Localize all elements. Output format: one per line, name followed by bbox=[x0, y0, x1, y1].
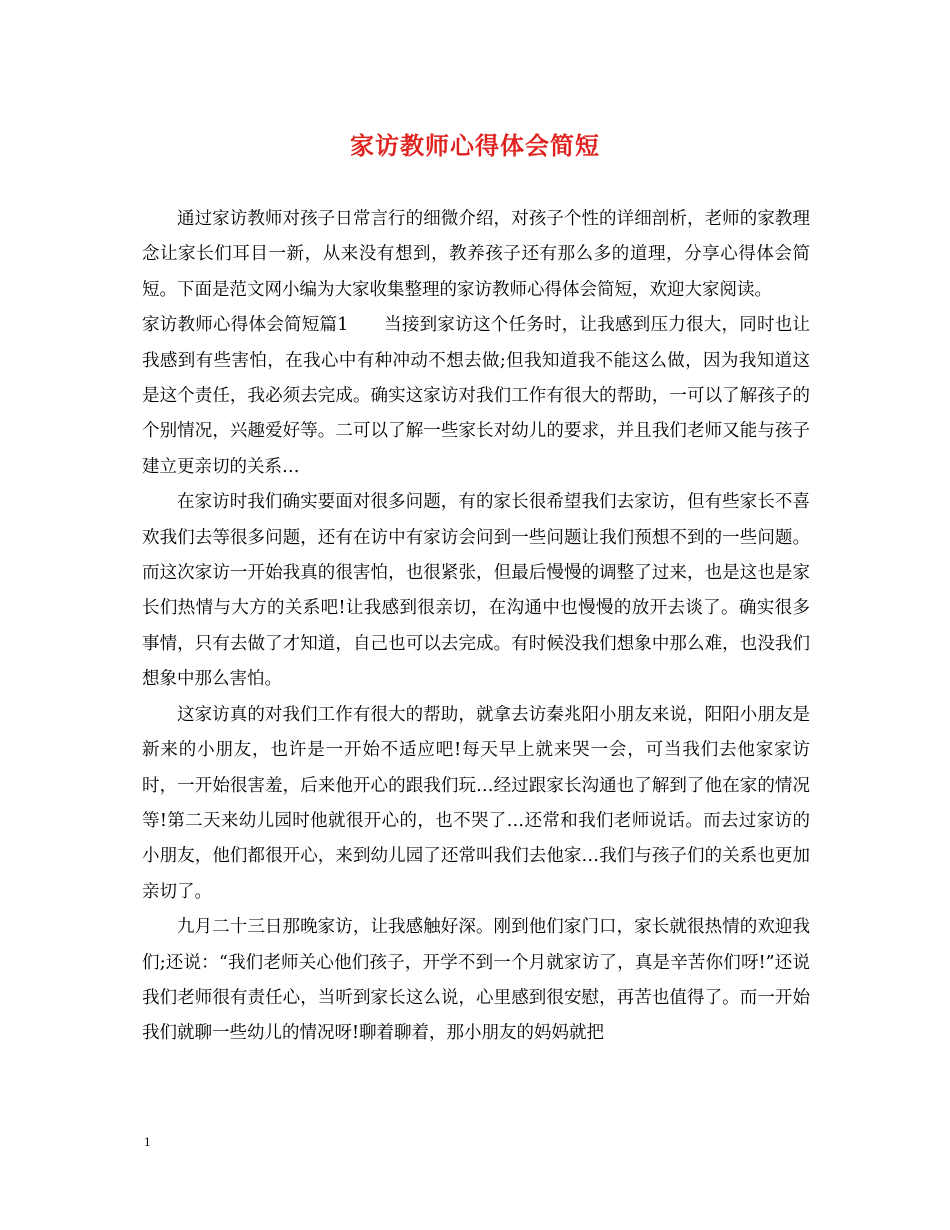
paragraph-section-1: 家访教师心得体会简短篇1 当接到家访这个任务时，让我感到压力很大，同时也让我感到有些害怕，在我心中有种冲动不想去做;但我知道我不能这么做，因为我知道这是这个责任，我必须去完成。确实这家访对我们工作有很大的帮助，一可以了解孩子的个别情况，兴趣爱好等。二可以了解一些家长对幼儿的要求，并且我们老师又能与孩子建立更亲切的关系… bbox=[142, 315, 810, 477]
document-body bbox=[142, 202, 810, 1052]
paragraph-home-visit-help: 这家访真的对我们工作有很大的帮助，就拿去访秦兆阳小朋友来说，阳阳小朋友是新来的小朋友，也许是一开始不适应吧!每天早上就来哭一会，可当我们去他家家访时，一开始很害羞，后来他开心的跟我们玩…经过跟家长沟通也了解到了他在家的情况等!第二天来幼儿园时他就很开心的，也不哭了…还常和我们老师说话。而去过家访的小朋友，他们都很开心，来到幼儿园了还常叫我们去他家…我们与孩子们的关系也更加亲切了。 bbox=[142, 704, 810, 902]
paragraph-home-visit-problems: 在家访时我们确实要面对很多问题，有的家长很希望我们去家访，但有些家长不喜欢我们去等很多问题，还有在访中有家访会问到一些问题让我们预想不到的一些问题。而这次家访一开始我真的很害怕，也很紧张，但最后慢慢的调整了过来，也是这也是家长们热情与大方的关系吧!让我感到很亲切，在沟通中也慢慢的放开去谈了。确实很多事情，只有去做了才知道，自己也可以去完成。有时候没我们想象中那么难，也没我们想象中那么害怕。 bbox=[142, 492, 810, 690]
paragraph-september-visit: 九月二十三日那晚家访，让我感触好深。刚到他们家门口，家长就很热情的欢迎我们;还说：“我们老师关心他们孩子，开学不到一个月就家访了，真是辛苦你们呀!”还说我们老师很有责任心，当听到家长这么说，心里感到很安慰，再苦也值得了。而一开始我们就聊一些幼儿的情况呀!聊着聊着，那小朋友的妈妈就把 bbox=[142, 917, 810, 1044]
page-number: 1 bbox=[144, 1134, 151, 1149]
document-title: 家访教师心得体会简短 bbox=[350, 131, 600, 160]
paragraph-intro: 通过家访教师对孩子日常言行的细微介绍，对孩子个性的详细剖析，老师的家教理念让家长们耳目一新，从来没有想到，教养孩子还有那么多的道理，分享心得体会简短。下面是范文网小编为大家收集整理的家访教师心得体会简短，欢迎大家阅读。 bbox=[142, 209, 810, 300]
